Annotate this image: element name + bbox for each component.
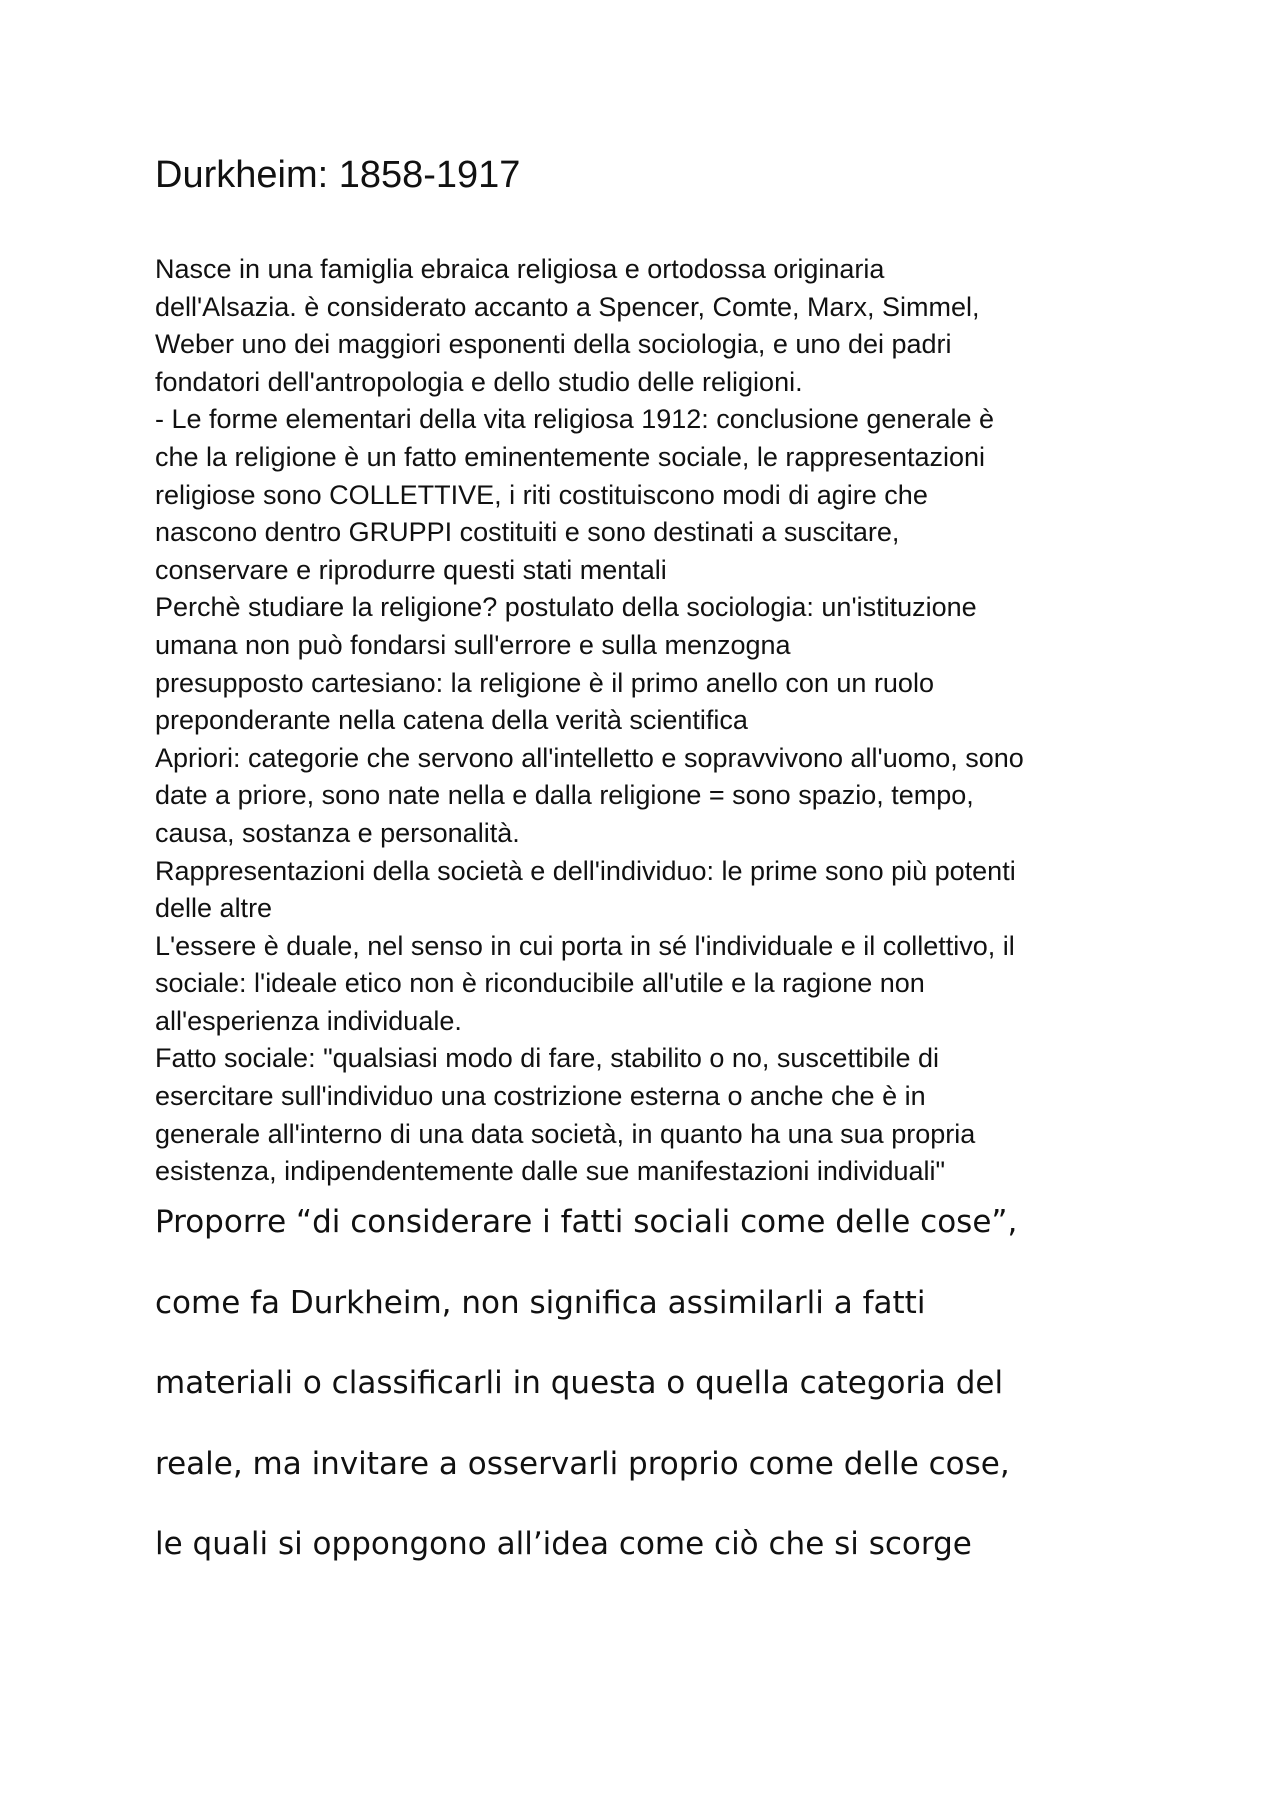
body-line: delle altre <box>155 893 273 924</box>
body-text <box>155 251 1155 1191</box>
quote-line: come fa Durkheim, non significa assimilarli a fatti <box>155 1284 926 1321</box>
body-line: - Le forme elementari della vita religiosa 1912: conclusione generale è <box>155 404 994 435</box>
body-line: L'essere è duale, nel senso in cui porta in sé l'individuale e il collettivo, il <box>155 930 1015 961</box>
body-line: presupposto cartesiano: la religione è il primo anello con un ruolo <box>155 667 934 698</box>
body-line: esistenza, indipendentemente dalle sue manifestazioni individuali" <box>155 1156 946 1187</box>
body-line: nascono dentro GRUPPI costituiti e sono destinati a suscitare, <box>155 517 900 548</box>
body-line: che la religione è un fatto eminentemente sociale, le rappresentazioni <box>155 441 986 472</box>
body-line: dell'Alsazia. è considerato accanto a Spencer, Comte, Marx, Simmel, <box>155 291 980 322</box>
body-line: all'esperienza individuale. <box>155 1005 462 1036</box>
body-line: Weber uno dei maggiori esponenti della sociologia, e uno dei padri <box>155 329 952 360</box>
body-line: sociale: l'ideale etico non è riconducibile all'utile e la ragione non <box>155 968 925 999</box>
page-title: Durkheim: 1858-1917 <box>155 154 521 196</box>
quote-line: reale, ma invitare a osservarli proprio come delle cose, <box>155 1445 1010 1482</box>
body-line: religiose sono COLLETTIVE, i riti costituiscono modi di agire che <box>155 479 928 510</box>
body-line: Fatto sociale: "qualsiasi modo di fare, stabilito o no, suscettibile di <box>155 1043 939 1074</box>
quote-paragraph <box>155 1182 1195 1585</box>
body-line: conservare e riprodurre questi stati mentali <box>155 554 667 585</box>
body-line: generale all'interno di una data società, in quanto ha una sua propria <box>155 1118 976 1149</box>
body-line: Nasce in una famiglia ebraica religiosa e ortodossa originaria <box>155 254 885 284</box>
quote-line: materiali o classificarli in questa o quella categoria del <box>155 1365 1004 1401</box>
body-line: date a priore, sono nate nella e dalla religione = sono spazio, tempo, <box>155 780 974 811</box>
body-line: esercitare sull'individuo una costrizione esterna o anche che è in <box>155 1081 926 1112</box>
quote-line: Proporre “di considerare i fatti sociali come delle cose”, <box>155 1204 1018 1240</box>
quote-line: le quali si oppongono all’idea come ciò che si scorge <box>155 1526 972 1562</box>
body-line: umana non può fondarsi sull'errore e sulla menzogna <box>155 629 791 660</box>
body-line: Perchè studiare la religione? postulato della sociologia: un'istituzione <box>155 592 977 623</box>
body-line: fondatori dell'antropologia e dello studio delle religioni. <box>155 366 803 397</box>
body-line: Rappresentazioni della società e dell'individuo: le prime sono più potenti <box>155 855 1016 886</box>
body-line: preponderante nella catena della verità scientifica <box>155 705 748 736</box>
body-line: causa, sostanza e personalità. <box>155 817 520 848</box>
body-line: Apriori: categorie che servono all'intelletto e sopravvivono all'uomo, sono <box>155 742 1024 773</box>
